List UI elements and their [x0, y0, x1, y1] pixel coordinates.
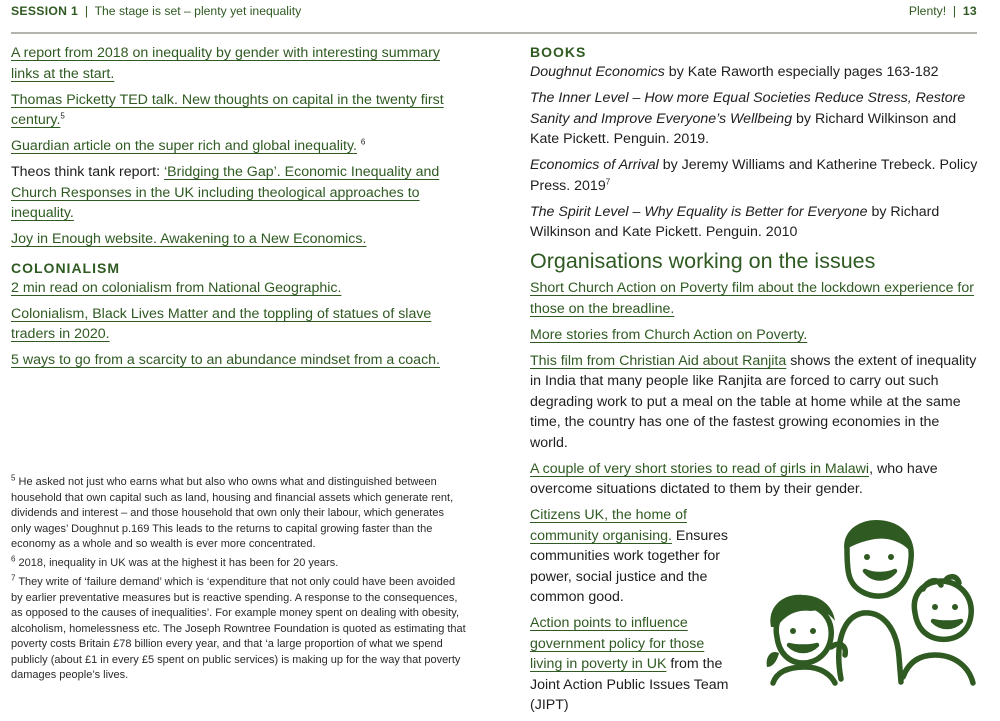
footnote-ref: 7 [605, 176, 611, 186]
book-title: Doughnut Economics [530, 64, 665, 80]
footnote: $^5$ He asked not just who earns what but also who owns what and distinguished between household that own capital such as land, housing and financial assets which generate rent, dividends and interest – and those household that own only their labour, which generates only wages’ Doughnut p.169 This leads to the returns to capital growing faster than the economy as a whole and so wealth is ever more concentrated. [11, 473, 454, 550]
resource-item [11, 304, 466, 345]
church-action-stories-link[interactable]: More stories from Church Action on Poverty. [530, 326, 808, 343]
footnote: $^7$ They write of ‘failure demand’ which is ‘expenditure that not only could have been avoided by earlier preventative measures but is reactive spending. A response to the consequences, as opposed to the causes of inequalities’. For example money spent on dealing with obesity, alcoholism, homelessness etc. The Joseph Rowntree Foundation is quoted as estimating that poverty costs Britain £78 billion every year, and that ‘a large proportion of what we spend publicly (about £1 in every £5 spent on public services) is making up for the way that poverty damages people’s lives. [11, 573, 466, 681]
colonialism-heading: COLONIALISM [11, 259, 120, 276]
national-geographic-link[interactable]: 2 min read on colonialism from National Geographic. [11, 279, 342, 296]
books-heading: BOOKS [530, 44, 587, 60]
jpit-action-points-link[interactable]: Action points to influence government policy for those living in poverty in UK [530, 615, 705, 672]
resource-item [11, 229, 466, 250]
header-separator: | [84, 4, 89, 18]
org-item: Citizens UK, the home of community organising. Ensures communities work together for power, social justice and the common good. [530, 507, 728, 605]
church-action-film-link[interactable]: Short Church Action on Poverty film about the lockdown experience for those on the breadline. [530, 280, 974, 317]
book-title: The Spirit Level – Why Equality is Better for Everyone [530, 203, 868, 220]
resource-item [11, 162, 466, 224]
joy-in-enough-link[interactable]: Joy in Enough website. Awakening to a New Economics. [11, 231, 367, 247]
book-item: Doughnut Economics by Kate Raworth especially pages 163-182 [530, 64, 939, 80]
report-gender-link[interactable]: A report from 2018 on inequality by gender with interesting summary links at the start. [11, 45, 440, 82]
page-number: 13 [962, 4, 977, 18]
resource-item [11, 278, 466, 299]
org-item: A couple of very short stories to read of girls in Malawi, who have overcome situations dictated to them by their gender. [530, 460, 938, 497]
organisations-heading: Organisations working on the issues [530, 249, 876, 273]
header-separator-right: | [952, 4, 957, 18]
session-title: The stage is set – plenty yet inequality [94, 4, 302, 18]
footnote-ref: 6 [360, 137, 366, 147]
resource-item [11, 350, 466, 371]
footnote: $^6$ 2018, inequality in UK was at the highest it has been for 20 years. [11, 554, 339, 569]
family-drawing-icon [763, 517, 983, 687]
header-session [11, 4, 301, 18]
page-header [11, 4, 977, 20]
book-title: Plenty! [908, 4, 947, 18]
christian-aid-link[interactable]: This film from Christian Aid about Ranjita [530, 352, 787, 369]
citizens-uk-link[interactable]: Citizens UK, the home of community organising. [530, 507, 687, 544]
resource-item [11, 43, 466, 84]
header-book [909, 4, 977, 18]
left-column [11, 43, 466, 376]
resource-item [11, 136, 466, 157]
book-title: Economics of Arrival [530, 157, 659, 173]
malawi-stories-link[interactable]: A couple of very short stories to read of girls in Malawi [530, 460, 870, 477]
header-rule [11, 32, 977, 34]
book-item: Economics of Arrival by Jeremy Williams and Katherine Trebeck. Policy Press. 2019$^7$ [530, 157, 978, 194]
org-item [530, 278, 980, 319]
abundance-mindset-link[interactable]: 5 ways to go from a scarcity to an abundance mindset from a coach. [11, 352, 440, 368]
session-label: SESSION 1 [11, 4, 79, 18]
picketty-ted-link[interactable]: Thomas Picketty TED talk. New thoughts on capital in the twenty first century. [11, 91, 444, 128]
theos-report-link[interactable]: ‘Bridging the Gap’. Economic Inequality and Church Responses in the UK including theological approaches to inequality. [11, 164, 440, 221]
resource-item [11, 90, 466, 131]
org-item [530, 325, 980, 346]
book-item: The Inner Level – How more Equal Societies Reduce Stress, Restore Sanity and Improve Everyone’s Wellbeing by Richard Wilkinson and Kate Pickett. Penguin. 2019. [530, 90, 966, 147]
org-item: Action points to influence government policy for those living in poverty in UK from the Joint Action Public Issues Team (JIPT) [530, 615, 729, 713]
book-title: The Inner Level – How more Equal Societies Reduce Stress, Restore Sanity and Improve Everyone’s Wellbeing [530, 90, 966, 127]
blm-statues-link[interactable]: Colonialism, Black Lives Matter and the toppling of statues of slave traders in 2020. [11, 305, 432, 342]
theos-prefix: Theos think tank report: [11, 164, 164, 180]
org-item: This film from Christian Aid about Ranjita shows the extent of inequality in India that many people like Ranjita are forced to carry out such degrading work to put a meal on the table at home while at the same time, the country has one of the fastest growing economies in the world. [530, 352, 977, 451]
guardian-article-link[interactable]: Guardian article on the super rich and global inequality. [11, 138, 357, 154]
book-item: The Spirit Level – Why Equality is Better for Everyone by Richard Wilkinson and Kate Pickett. Penguin. 2010 [530, 203, 940, 240]
footnote-ref: 5 [60, 111, 65, 121]
footnotes [11, 475, 466, 687]
